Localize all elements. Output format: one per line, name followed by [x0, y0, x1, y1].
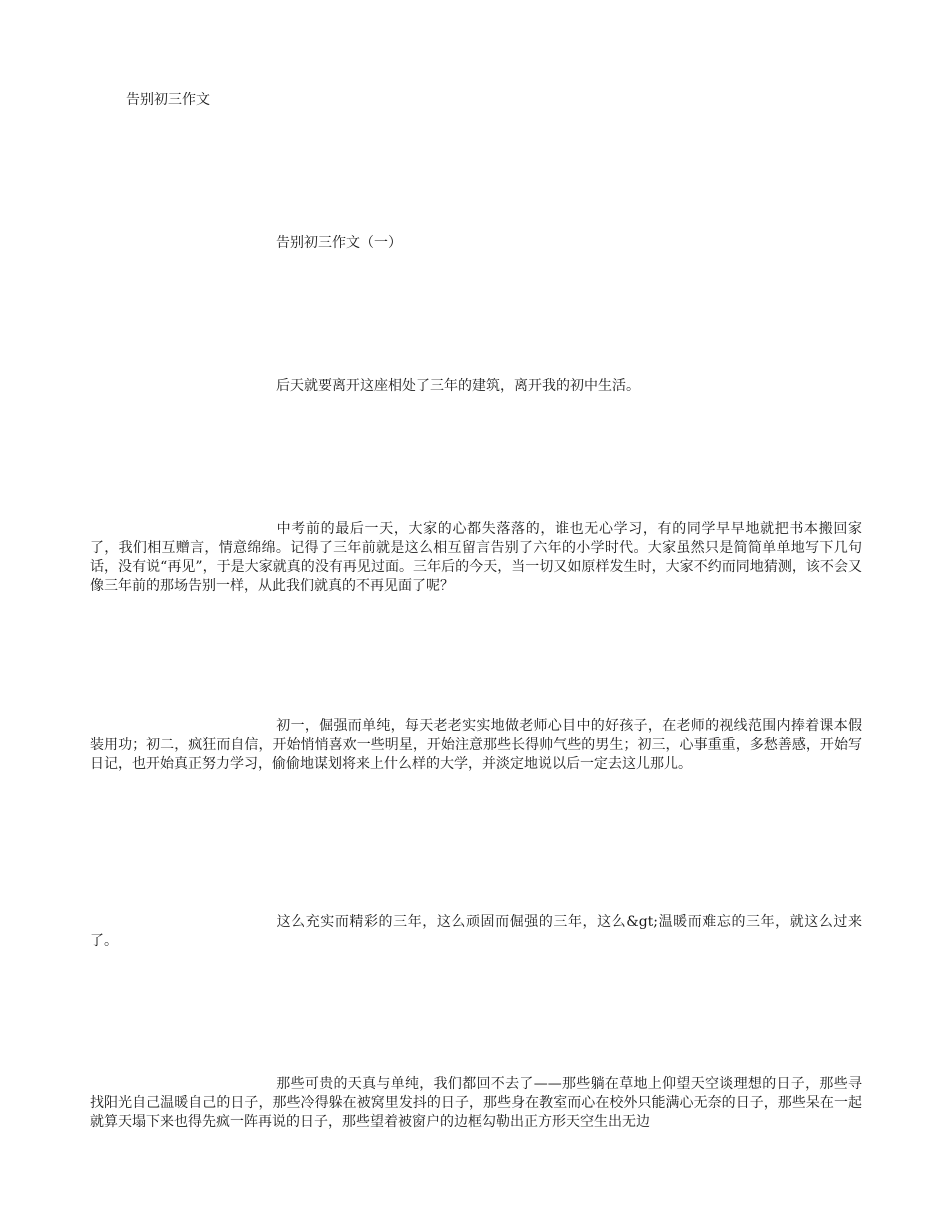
paragraph-1: 后天就要离开这座相处了三年的建筑，离开我的初中生活。 — [276, 378, 640, 394]
paragraph-3-text: 初一，倔强而单纯，每天老老实实地做老师心目中的好孩子，在老师的视线范围内捧着课本假装用功；初二，疯狂而自信，开始悄悄喜欢一些明星，开始注意那些长得帅气些的男生；初三，心事重重，多愁善感，开始写日记，也开始真正努力学习，偷偷地谋划将来上什么样的大学，并淡定地说以后一定去这儿那儿。 — [90, 718, 862, 772]
paragraph-2-text: 中考前的最后一天，大家的心都失落落的，谁也无心学习，有的同学早早地就把书本搬回家了，我们相互赠言，情意绵绵。记得了三年前就是这么相互留言告别了六年的小学时代。大家虽然只是简简单单地写下几句话，没有说“再见”，于是大家就真的没有再见过面。三年后的今天，当一切又如原样发生时，大家不约而同地猜测，该不会又像三年前的那场告别一样，从此我们就真的不再见面了呢？ — [90, 521, 862, 594]
paragraph-3 — [90, 717, 862, 774]
paragraph-4-text: 这么充实而精彩的三年，这么顽固而倔强的三年，这么&gt;温暖而难忘的三年，就这么过来了。 — [90, 914, 862, 949]
paragraph-2 — [90, 520, 862, 596]
document-header-title: 告别初三作文 — [126, 92, 210, 108]
paragraph-4 — [90, 913, 862, 951]
paragraph-5 — [90, 1075, 862, 1132]
paragraph-5-text: 那些可贵的天真与单纯，我们都回不去了——那些躺在草地上仰望天空谈理想的日子，那些寻找阳光自己温暖自己的日子，那些冷得躲在被窝里发抖的日子，那些身在教室而心在校外只能满心无奈的日子，那些呆在一起就算天塌下来也得先疯一阵再说的日子，那些望着被窗户的边框勾勒出正方形天空生出无边 — [90, 1076, 862, 1130]
section-title: 告别初三作文（一） — [276, 235, 402, 251]
